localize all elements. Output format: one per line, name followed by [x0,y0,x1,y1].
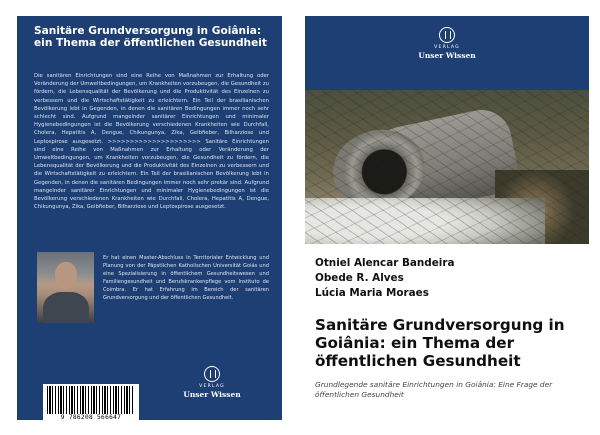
author-bio: Er hat einen Master-Abschluss in Territorialer Entwicklung und Planung von der Päpstlichen Katholischen Universität Goiás und eine Spezialisierung in öffentlichem Gesundheitswesen und Familiengesundheit und Berufskrankenpflege vom Instituto de Coimbra. Er hat Erfahrung im Bereich der sanitären Grundversorgung und der öffentlichen Gesundheit. [103,255,269,302]
author-photo-head [55,262,77,290]
author-list [315,256,575,302]
barcode-number: 9 786208 566647 [60,414,122,421]
book-subtitle: Grundlegende sanitäre Einrichtungen in Goiânia: Eine Frage der öffentlichen Gesundheit [315,380,553,399]
book-spine [282,16,291,420]
publisher-emblem-icon [439,27,455,43]
book-title: Sanitäre Grundversorgung in Goiânia: ein Thema der öffentlichen Gesundheit [315,316,565,370]
publisher-verlag-label: VERLAG [434,45,460,50]
publisher-name: Unser Wissen [183,390,241,399]
cover-photo-sewer-pipe [305,90,589,244]
twigs-texture [305,90,589,244]
front-header-band [305,16,589,90]
author-name: Obede R. Alves [315,272,404,285]
author-name: Lúcia Maria Moraes [315,287,429,300]
publisher-name: Unser Wissen [418,51,476,60]
author-photo-body [43,292,89,323]
isbn-barcode [43,384,139,424]
publisher-emblem-icon [204,366,220,382]
barcode-bars [47,386,135,414]
author-photo [37,252,94,323]
front-publisher-logo [417,27,477,60]
back-cover-blurb: Die sanitären Einrichtungen sind eine Reihe von Maßnahmen zur Erhaltung oder Veränderung der Umweltbedingungen, um Krankheiten vorzubeugen, die Gesundheit zu fördern, die Lebensqualität der Bevölkerung und die Produktivität des Einzelnen zu verbessern und die Wirtschaftstätigkeit zu erleichtern. Ein Teil der brasilianischen Bevölkerung lebt in Gegenden, in denen die sanitären Bedingungen immer noch sehr schlecht sind. Aufgrund mangelnder sanitärer Einrichtungen und minimaler Hygienebedingungen ist die Bevölkerung verschiedenen Krankheiten wie Durchfall, Cholera, Hepatitis A, Dengue, Chikungunya, Zika, Gelbfieber, Bilharziose und Leptospirose ausgesetzt. >>>>>>>>>>>>>>>>>>>>> Sanitäre Einrichtungen sind eine Reihe von Maßnahmen zur Erhaltung oder Veränderung der Umweltbedingungen, um Krankheiten vorzubeugen, die Gesundheit zu fördern, die Lebensqualität der Bevölkerung und die Produktivität des Einzelnen zu verbessern und die Wirtschaftstätigkeit zu erleichtern. Ein Teil der brasilianischen Bevölkerung lebt in Gegenden, in denen die sanitären Bedingungen immer noch sehr prekär sind. Aufgrund mangelnder sanitärer Einrichtungen und minimaler Hygienebedingungen ist die Bevölkerung verschiedenen Krankheiten wie Durchfall, Cholera, Hepatitis A, Dengue, Chikungunya, Zika, Gelbfieber, Bilharziose und Leptospirose ausgesetzt. [34,73,269,211]
back-cover-title: Sanitäre Grundversorgung in Goiânia: ein Thema der öffentlichen Gesundheit [34,25,267,50]
back-publisher-logo [182,366,242,399]
author-name: Otniel Alencar Bandeira [315,257,455,269]
front-cover [305,16,589,420]
back-cover [17,16,282,420]
publisher-verlag-label: VERLAG [199,384,225,389]
